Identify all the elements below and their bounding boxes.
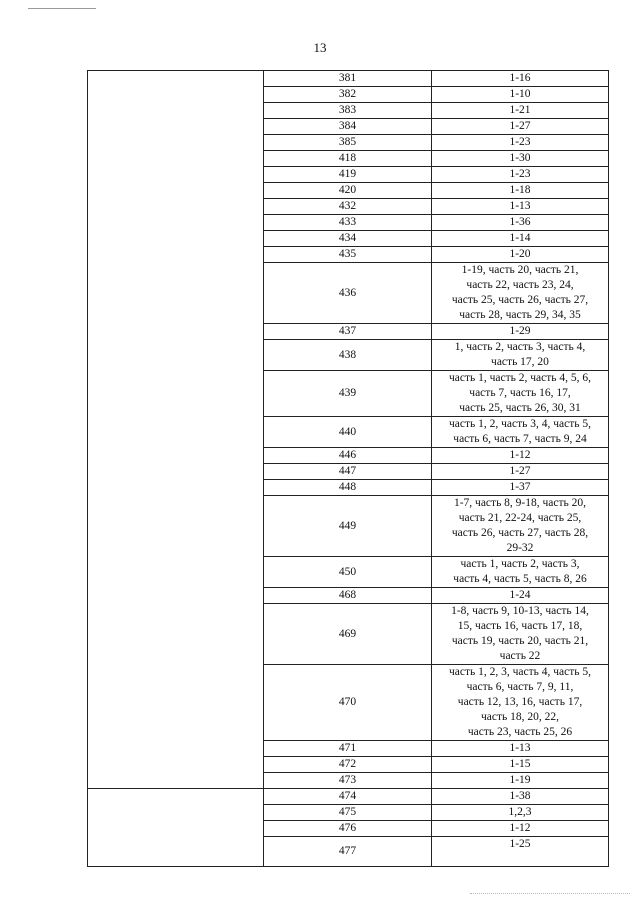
article-parts-cell — [432, 837, 609, 867]
article-parts-cell — [432, 231, 609, 247]
article-number-cell: 438 — [264, 340, 432, 371]
parts-line: 1-37 — [509, 481, 531, 493]
parts-line: 1-13 — [509, 742, 531, 754]
article-number-cell: 381 — [264, 71, 432, 87]
parts-line: часть 4, часть 5, часть 8, 26 — [453, 573, 587, 585]
article-parts-cell — [432, 557, 609, 588]
parts-line: 1-19, часть 20, часть 21, — [461, 264, 579, 276]
parts-line: часть 6, часть 7, 9, 11, — [466, 681, 574, 693]
article-parts-cell — [432, 71, 609, 87]
article-number-cell: 477 — [264, 837, 432, 867]
parts-line: 1-15 — [509, 758, 531, 770]
parts-line: 1-23 — [509, 168, 531, 180]
article-number-cell: 385 — [264, 135, 432, 151]
parts-line: часть 21, 22-24, часть 25, — [458, 512, 582, 524]
parts-line: 1-36 — [509, 216, 531, 228]
article-number-cell: 475 — [264, 805, 432, 821]
scan-edge-mark — [470, 893, 630, 894]
parts-line: часть 28, часть 29, 34, 35 — [459, 309, 581, 321]
article-number-cell: 472 — [264, 757, 432, 773]
article-parts-cell — [432, 448, 609, 464]
article-parts-cell — [432, 103, 609, 119]
article-parts-cell — [432, 371, 609, 417]
parts-line: часть 7, часть 16, 17, — [469, 387, 571, 399]
parts-line: 1-38 — [509, 790, 531, 802]
parts-line: 1, часть 2, часть 3, часть 4, — [454, 341, 586, 353]
article-number-cell: 419 — [264, 167, 432, 183]
article-parts-cell — [432, 496, 609, 557]
parts-line: часть 19, часть 20, часть 21, — [451, 635, 589, 647]
parts-line: часть 1, часть 2, часть 4, 5, 6, — [448, 372, 592, 384]
table-row — [88, 71, 609, 87]
parts-line: 1-13 — [509, 200, 531, 212]
article-parts-cell — [432, 183, 609, 199]
parts-line: 1-21 — [509, 104, 531, 116]
parts-line: 1-10 — [509, 88, 531, 100]
article-number-cell: 439 — [264, 371, 432, 417]
parts-line: 29-32 — [506, 542, 534, 554]
article-number-cell: 469 — [264, 604, 432, 665]
parts-line: часть 1, часть 2, часть 3, — [460, 558, 580, 570]
parts-line: часть 1, 2, 3, часть 4, часть 5, — [448, 666, 592, 678]
article-number-cell: 420 — [264, 183, 432, 199]
article-parts-cell — [432, 247, 609, 263]
article-number-cell: 447 — [264, 464, 432, 480]
parts-line: часть 22, часть 23, 24, — [466, 279, 574, 291]
parts-line: 15, часть 16, часть 17, 18, — [457, 620, 583, 632]
parts-line: часть 25, часть 26, 30, 31 — [459, 402, 581, 414]
article-parts-cell — [432, 87, 609, 103]
article-parts-cell — [432, 480, 609, 496]
parts-line: 1-12 — [509, 822, 531, 834]
article-parts-cell — [432, 821, 609, 837]
article-number-cell: 474 — [264, 789, 432, 805]
page-number: 13 — [313, 40, 327, 55]
article-number-cell: 437 — [264, 324, 432, 340]
article-parts-cell — [432, 665, 609, 741]
parts-line: 1-20 — [509, 248, 531, 260]
parts-line: 1-18 — [509, 184, 531, 196]
parts-line: 1-7, часть 8, 9-18, часть 20, — [453, 497, 587, 509]
article-parts-cell — [432, 464, 609, 480]
parts-line: 1-14 — [509, 232, 531, 244]
parts-line: 1,2,3 — [508, 806, 532, 818]
article-parts-cell — [432, 324, 609, 340]
article-parts-cell — [432, 151, 609, 167]
article-number-cell: 432 — [264, 199, 432, 215]
article-number-cell: 383 — [264, 103, 432, 119]
article-number-cell: 434 — [264, 231, 432, 247]
article-number-cell: 435 — [264, 247, 432, 263]
parts-line: 1-19 — [509, 774, 531, 786]
parts-line: 1-24 — [509, 589, 531, 601]
article-parts-cell — [432, 167, 609, 183]
article-parts-cell — [432, 119, 609, 135]
table-body — [88, 71, 609, 867]
article-number-cell: 476 — [264, 821, 432, 837]
parts-line: 1-23 — [509, 136, 531, 148]
article-number-cell: 448 — [264, 480, 432, 496]
parts-line: часть 23, часть 25, 26 — [467, 726, 573, 738]
article-parts-cell — [432, 263, 609, 324]
article-number-cell: 436 — [264, 263, 432, 324]
article-parts-cell — [432, 773, 609, 789]
table-row — [88, 789, 609, 805]
article-parts-cell — [432, 417, 609, 448]
article-number-cell: 418 — [264, 151, 432, 167]
article-parts-cell — [432, 741, 609, 757]
parts-line: 1-25 — [509, 838, 531, 850]
parts-line: 1-30 — [509, 152, 531, 164]
article-parts-cell — [432, 199, 609, 215]
article-parts-cell — [432, 135, 609, 151]
parts-line: часть 17, 20 — [491, 356, 549, 368]
scan-edge-mark — [28, 8, 96, 9]
parts-line: 1-12 — [509, 449, 531, 461]
article-number-cell: 468 — [264, 588, 432, 604]
article-number-cell: 433 — [264, 215, 432, 231]
parts-line: часть 1, 2, часть 3, 4, часть 5, — [448, 418, 592, 430]
article-number-cell: 473 — [264, 773, 432, 789]
parts-line: 1-29 — [509, 325, 531, 337]
parts-line: 1-16 — [509, 72, 531, 84]
article-parts-cell — [432, 789, 609, 805]
article-number-cell: 382 — [264, 87, 432, 103]
article-number-cell: 440 — [264, 417, 432, 448]
regulation-table — [87, 70, 609, 867]
article-parts-cell — [432, 805, 609, 821]
article-number-cell: 384 — [264, 119, 432, 135]
article-parts-cell — [432, 588, 609, 604]
parts-line: часть 12, 13, 16, часть 17, — [457, 696, 583, 708]
article-number-cell: 449 — [264, 496, 432, 557]
parts-line: 1-8, часть 9, 10-13, часть 14, — [451, 605, 589, 617]
article-number-cell: 471 — [264, 741, 432, 757]
group-cell — [88, 789, 264, 867]
parts-line: часть 6, часть 7, часть 9, 24 — [453, 433, 587, 445]
group-cell — [88, 71, 264, 789]
article-number-cell: 450 — [264, 557, 432, 588]
article-parts-cell — [432, 757, 609, 773]
article-parts-cell — [432, 604, 609, 665]
parts-line: часть 26, часть 27, часть 28, — [451, 527, 589, 539]
parts-line: 1-27 — [509, 465, 531, 477]
parts-line: часть 22 — [499, 650, 541, 662]
article-parts-cell — [432, 340, 609, 371]
article-parts-cell — [432, 215, 609, 231]
parts-line: часть 18, 20, 22, — [480, 711, 559, 723]
parts-line: часть 25, часть 26, часть 27, — [451, 294, 589, 306]
article-number-cell: 446 — [264, 448, 432, 464]
article-number-cell: 470 — [264, 665, 432, 741]
parts-line: 1-27 — [509, 120, 531, 132]
